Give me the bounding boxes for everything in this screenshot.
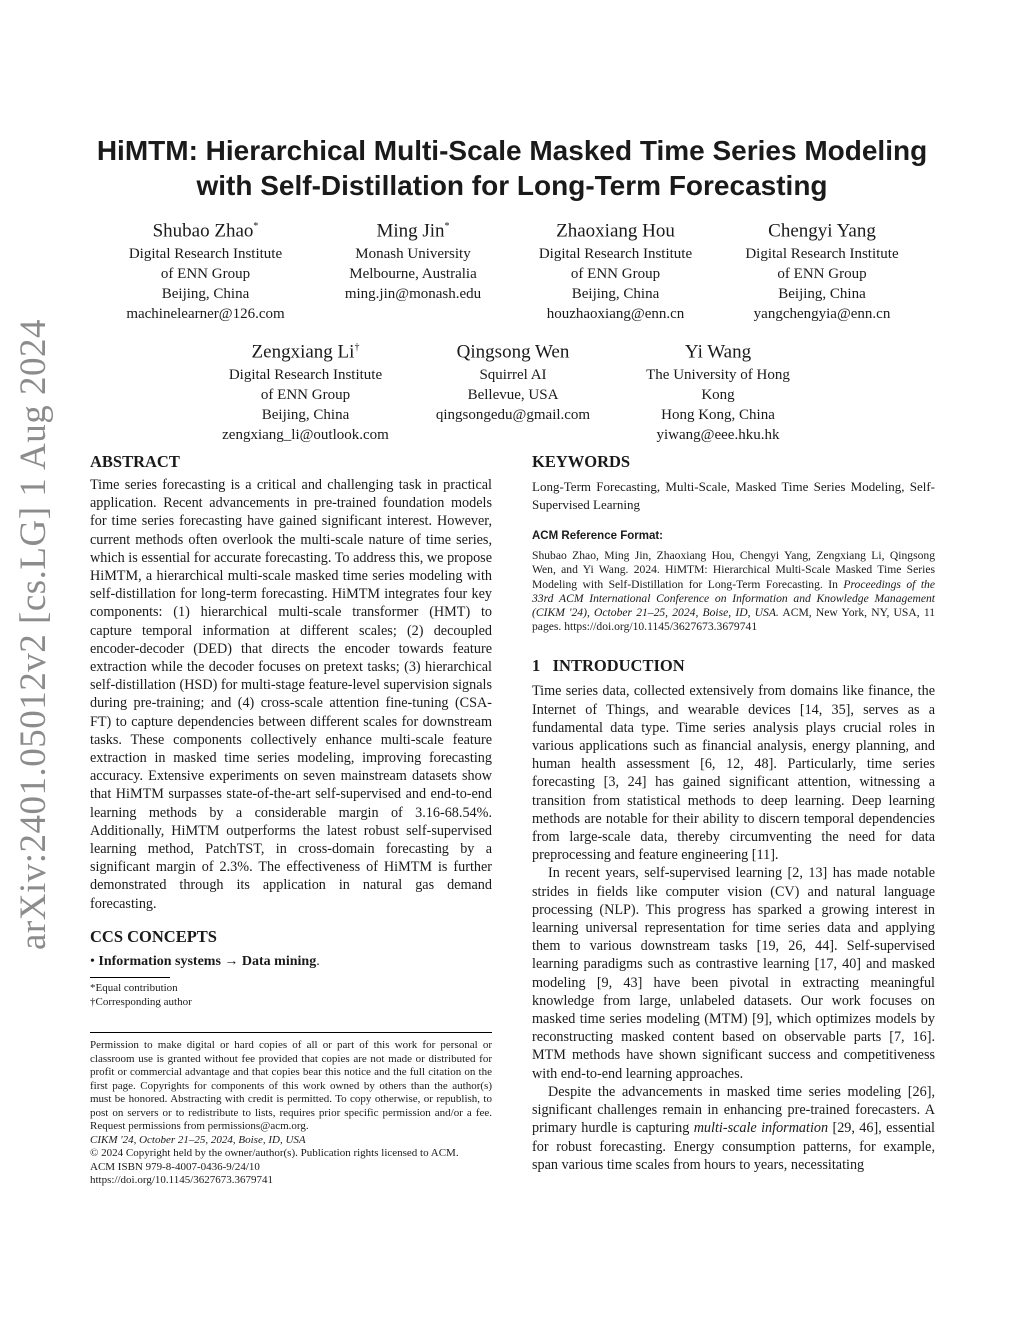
author-affiliation: Monash University — [355, 246, 471, 263]
doi-link[interactable]: https://doi.org/10.1145/3627673.3679741 — [90, 1174, 274, 1186]
author-name: Qingsong Wen — [456, 341, 570, 363]
intro-heading — [532, 656, 935, 676]
acm-ref-proceedings: Proceedings of the 33rd ACM International Conference on Information and Knowledge Management (CIKM '24), October 21–25, 2024, Boise, ID, USA. — [532, 577, 935, 620]
footnote-rule — [90, 977, 170, 978]
ccs-concept-data-mining: Data mining — [241, 953, 317, 969]
author-location: Hong Kong, China — [661, 407, 775, 424]
author-name: Yi Wang — [684, 341, 752, 363]
author-affiliation: The University of Hong — [646, 367, 790, 384]
author-block — [418, 335, 608, 425]
intro-paragraph-3 — [532, 1083, 935, 1174]
permission-block — [90, 1032, 492, 1188]
author-affiliation: Squirrel AI — [479, 367, 547, 384]
permission-text: Permission to make digital or hard copies of all or part of this work for personal or classroom use is granted without fee provided that copies are not made or distributed for profit or commercial advantage and that copies bear this notice and the full citation on the first page. Copyrights for components of this work owned by others than the author(s) must be honored. Abstracting with credit is permitted. To copy otherwise, or republish, to post on servers or to redistribute to lists, requires prior specific permission and/or a fee. Request permissions from permissions@acm.org. — [90, 1039, 492, 1132]
author-block — [203, 335, 408, 445]
author-block — [618, 335, 818, 445]
acm-ref-text — [532, 549, 935, 634]
intro-paragraph-2: In recent years, self-supervised learning [2, 13] has made notable strides in fields like computer vision (CV) and natural language processing (NLP). This progress has sparked a growing interest in learning universal representation for time series data and applying them to various downstream tasks [19, 26, 44]. Self-supervised learning paradigms such as contrastive learning [17, 40] and masked modeling [9, 43] have been pivotal in extracting meaningful knowledge from large, unlabeled datasets. Our work focuses on masked time series modeling (MTM) [9], which optimizes models by reconstructing masked content based on observable parts [7, 16]. MTM methods have shown significant success and competitiveness with end-to-end learning approaches. — [532, 865, 935, 1082]
ccs-heading: CCS CONCEPTS — [90, 926, 217, 946]
permission-rule — [90, 1032, 492, 1033]
keywords-text: Long-Term Forecasting, Multi-Scale, Masked Time Series Modeling, Self-Supervised Learning — [532, 479, 935, 512]
isbn-line: ACM ISBN 979-8-4007-0436-9/24/10 — [90, 1160, 260, 1173]
author-affiliation: of ENN Group — [777, 266, 867, 283]
author-location: Beijing, China — [571, 286, 660, 303]
emphasis: multi-scale information — [693, 1120, 829, 1137]
author-name: Chengyi Yang — [768, 220, 876, 242]
author-affiliation: Digital Research Institute — [745, 246, 899, 263]
author-location: Beijing, China — [778, 286, 866, 303]
author-affiliation: of ENN Group — [570, 266, 661, 283]
author-name: Ming Jin* — [376, 220, 450, 242]
venue-line: CIKM '24, October 21–25, 2024, Boise, ID, USA — [90, 1133, 306, 1146]
section-title: INTRODUCTION — [552, 656, 685, 676]
author-location: Melbourne, Australia — [349, 266, 477, 283]
footnote-equal: *Equal contribution — [90, 982, 178, 995]
ccs-concepts — [90, 953, 492, 971]
author-email[interactable]: yangchengyia@enn.cn — [753, 306, 891, 323]
author-block — [723, 214, 921, 324]
intro-paragraph-1: Time series data, collected extensively from domains like finance, the Internet of Things, and wearable devices [14, 35], serves as a fundamental data type. Time series analysis plays crucial roles in various applications such as financial analysis, energy planning, and human health assessment [6, 12, 48]. Particularly, time series forecasting [3, 24] has gained significant attention, witnessing a transition from statistical methods to deep learning. Deep learning methods are notable for their ability to discern temporal dependencies from large-scale data, thereby circumventing the need for data preprocessing and feature engineering [11]. — [532, 683, 935, 864]
author-block — [518, 214, 713, 324]
author-affiliation: Digital Research Institute — [228, 367, 383, 384]
author-block — [318, 214, 508, 304]
text-part: Despite the advancements in masked time series modeling [26], significant challenges remain in enhancing pre-trained forecasters. A primary hurdle is capturing — [532, 1083, 935, 1137]
right-column — [532, 452, 935, 1174]
ccs-concept-information-systems: Information systems — [98, 953, 221, 969]
acm-ref-part: Shubao Zhao, Ming Jin, Zhaoxiang Hou, Chengyi Yang, Zengxiang Li, Qingsong Wen, and Yi Wang. 2024. HiMTM: Hierarchical Multi-Scale Masked Time Series Modeling with Self-Distillation for Long-Term Forecasting. In — [532, 549, 935, 591]
author-name: Zhaoxiang Hou — [556, 220, 675, 242]
author-email[interactable]: yiwang@eee.hku.hk — [656, 427, 780, 444]
author-email[interactable]: qingsongedu@gmail.com — [435, 407, 591, 424]
author-location: Bellevue, USA — [467, 387, 559, 404]
abstract-text: Time series forecasting is a critical and challenging task in practical application. Recent advancements in pre-trained foundation models for time series forecasting have gained significant interest. However, current methods often overlook the multi-scale nature of time series, which is essential for accurate forecasting. To address this, we propose HiMTM, a hierarchical multi-scale masked time series modeling with self-distillation for long-term forecasting. HiMTM integrates four key components: (1) hierarchical multi-scale transformer (HMT) to capture temporal information at different scales; (2) decoupled encoder-decoder (DED) that directs the encoder towards feature extraction while the decoder focuses on pretext tasks; (3) hierarchical self-distillation (HSD) for multi-stage feature-level supervision signals during pre-training; and (4) cross-scale attention fine-tuning (CSA-FT) to capture dependencies between different scales for downstream tasks. These components collectively enhance multi-scale feature extraction in masked time series modeling, improving forecasting accuracy. Extensive experiments on seven mainstream datasets show that HiMTM surpasses state-of-the-art self-supervised and end-to-end learning methods by a considerable margin of 3.16-68.54%. Additionally, HiMTM outperforms the latest robust self-supervised learning method, PatchTST, in cross-domain forecasting by a significant margin of 2.3%. The effectiveness of HiMTM is further demonstrated through its application in natural gas demand forecasting. — [90, 477, 492, 912]
acm-ref-part: ACM, New York, NY, USA, 11 pages. https://doi.org/10.1145/3627673.3679741 — [532, 606, 935, 634]
bullet: • — [90, 953, 95, 969]
author-affiliation: Digital Research Institute — [128, 246, 283, 263]
paper-title — [60, 133, 964, 203]
author-location: Beijing, China — [161, 286, 250, 303]
author-affiliation: Digital Research Institute — [538, 246, 693, 263]
author-location: Beijing, China — [261, 407, 350, 424]
footnote-corresponding: †Corresponding author — [90, 995, 192, 1008]
author-affiliation: of ENN Group — [260, 387, 351, 404]
copyright-line: © 2024 Copyright held by the owner/author(s). Publication rights licensed to ACM. — [90, 1147, 459, 1159]
author-block — [103, 214, 308, 324]
author-name: Shubao Zhao* — [152, 220, 259, 242]
period: . — [316, 953, 320, 969]
author-email[interactable]: houzhaoxiang@enn.cn — [546, 306, 685, 323]
acm-ref-heading: ACM Reference Format: — [532, 530, 663, 542]
abstract-heading: ABSTRACT — [90, 452, 180, 471]
arrow-icon: → — [224, 953, 239, 969]
title-line-1: HiMTM: Hierarchical Multi-Scale Masked Time Series Modeling — [96, 135, 928, 166]
left-column — [90, 452, 492, 1009]
arxiv-identifier: arXiv:2401.05012v2 [cs.LG] 1 Aug 2024 — [13, 319, 54, 950]
author-affiliation: of ENN Group — [160, 266, 251, 283]
author-email[interactable]: machinelearner@126.com — [126, 306, 285, 323]
author-email[interactable]: zengxiang_li@outlook.com — [222, 427, 389, 444]
section-number: 1 — [532, 656, 541, 676]
title-line-2: with Self-Distillation for Long-Term Forecasting — [196, 170, 828, 201]
author-name: Zengxiang Li† — [251, 341, 360, 363]
author-affiliation: Kong — [701, 387, 735, 404]
text-part: [29, 46], essential for robust forecasting. Energy consumption patterns, for example, span various time scales from hours to years, necessitating — [532, 1120, 935, 1173]
keywords-heading: KEYWORDS — [532, 452, 631, 471]
author-email[interactable]: ming.jin@monash.edu — [344, 286, 482, 303]
